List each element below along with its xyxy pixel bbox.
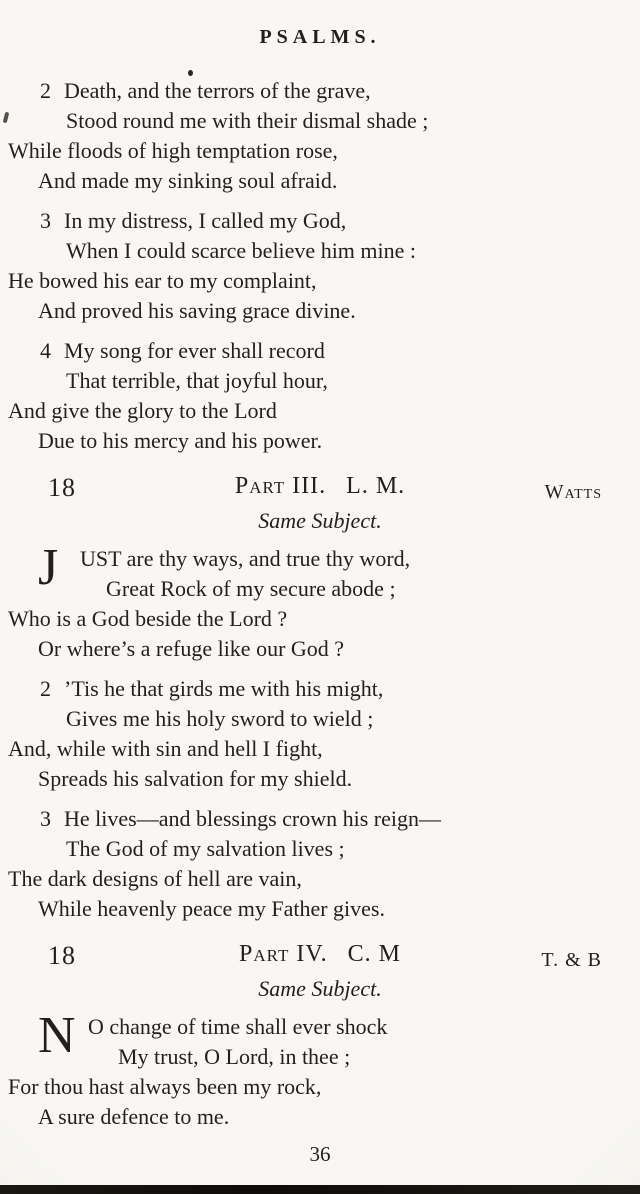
verse-line: He bowed his ear to my complaint,: [8, 268, 317, 293]
stanza: [0, 206, 640, 326]
hymn-part: Part IV.: [239, 941, 328, 967]
verse-line: My trust, O Lord, in thee ;: [118, 1044, 351, 1069]
verse-line: Due to his mercy and his power.: [38, 428, 323, 453]
hymn-number: 18: [48, 473, 76, 502]
verse-line: Spreads his salvation for my shield.: [38, 766, 353, 791]
drop-cap: J: [38, 539, 59, 596]
verse-line: That terrible, that joyful hour,: [66, 368, 328, 393]
running-head: PSALMS.: [259, 26, 381, 48]
verse-line: And proved his saving grace divine.: [38, 298, 356, 323]
hymn-subtitle: Same Subject.: [258, 976, 382, 1001]
verse-line: While floods of high temptation rose,: [8, 138, 338, 163]
hymn-subtitle: Same Subject.: [258, 508, 382, 533]
verse-line: And, while with sin and hell I fight,: [8, 736, 323, 761]
verse-line: For thou hast always been my rock,: [8, 1074, 322, 1099]
verse-line: And made my sinking soul afraid.: [38, 168, 338, 193]
hymn-heading: [0, 936, 640, 972]
verse-line: And give the glory to the Lord: [8, 398, 277, 423]
hymn-meter: C. M: [347, 941, 401, 967]
stanza: [0, 1007, 640, 1132]
hymn-attribution: T. & B: [541, 949, 602, 971]
verse-line: Great Rock of my secure abode ;: [106, 576, 396, 601]
verse-line: [40, 206, 640, 236]
verse-line: When I could scarce believe him mine :: [66, 238, 417, 263]
verse-line: A sure defence to me.: [38, 1104, 230, 1129]
verse-text: In my distress, I called my God,: [64, 208, 347, 233]
stanza: [0, 539, 640, 664]
scan-speck-icon: [188, 70, 193, 76]
verse-line: [40, 76, 640, 106]
psalm-continuation: [0, 76, 640, 456]
verse-line: The dark designs of hell are vain,: [8, 866, 302, 891]
verse-line: [40, 804, 640, 834]
page-edge-shadow: [0, 1185, 640, 1194]
stanza: [0, 336, 640, 456]
stanza: [0, 804, 640, 924]
hymn-18-part-4: [0, 936, 640, 1132]
verse-line: UST are thy ways, and true thy word,: [80, 546, 411, 571]
hymn-number: 18: [48, 941, 76, 970]
verse-number: 4: [40, 338, 51, 363]
page-number: 36: [309, 1142, 331, 1166]
verse-line: Stood round me with their dismal shade ;: [66, 108, 429, 133]
verse-line: The God of my salvation lives ;: [66, 836, 345, 861]
verse-number: 3: [40, 806, 51, 831]
verse-number: 2: [40, 676, 51, 701]
hymn-attribution: Watts: [544, 481, 602, 503]
verse-text: Death, and the terrors of the grave,: [64, 78, 371, 103]
hymn-meter: L. M.: [346, 473, 406, 499]
hymn-part: Part III.: [234, 473, 327, 499]
verse-line: [40, 336, 640, 366]
verse-line: While heavenly peace my Father gives.: [38, 896, 385, 921]
stanza: [0, 674, 640, 794]
verse-line: Or where’s a refuge like our God ?: [38, 636, 345, 661]
verse-number: 3: [40, 208, 51, 233]
verse-line: Who is a God beside the Lord ?: [8, 606, 288, 631]
stanza: [0, 76, 640, 196]
verse-text: He lives—and blessings crown his reign—: [64, 806, 441, 831]
verse-line: [40, 674, 640, 704]
verse-text: ’Tis he that girds me with his might,: [64, 676, 384, 701]
verse-text: My song for ever shall record: [64, 338, 325, 363]
verse-line: Gives me his holy sword to wield ;: [66, 706, 374, 731]
verse-number: 2: [40, 78, 51, 103]
drop-cap: N: [38, 1007, 76, 1064]
hymn-heading: [0, 468, 640, 504]
hymn-18-part-3: [0, 468, 640, 924]
verse-line: O change of time shall ever shock: [88, 1014, 388, 1039]
